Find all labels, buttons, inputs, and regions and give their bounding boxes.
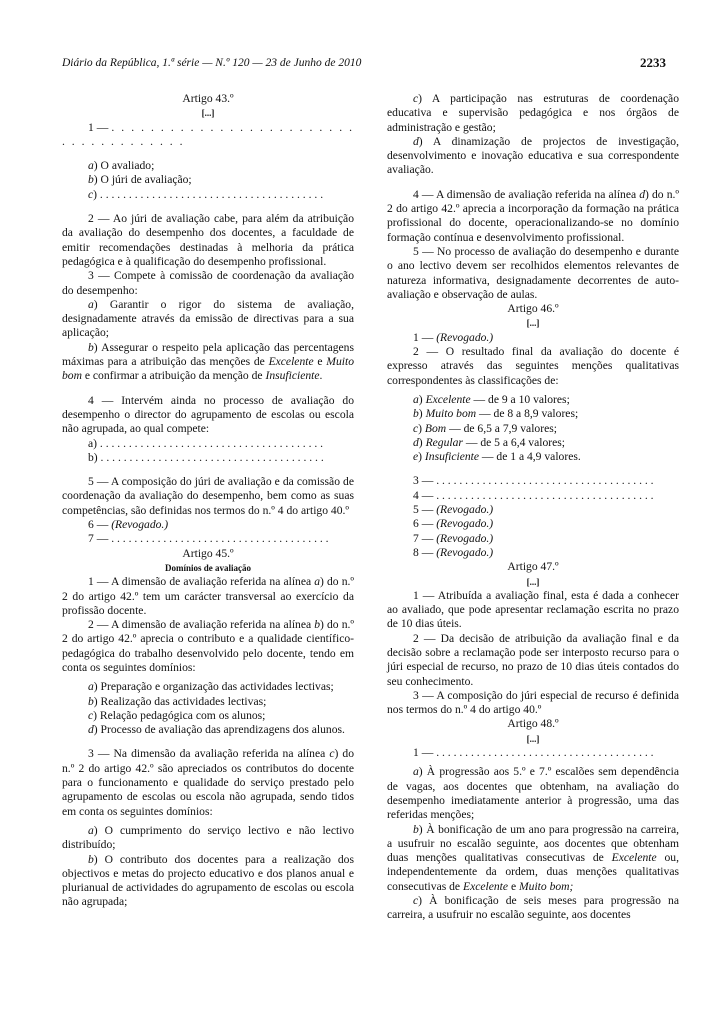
- article-46-item-8: 8 — (Revogado.): [413, 545, 494, 559]
- article-43-item-4b: b) . . . . . . . . . . . . . . . . . . . . . . . . . . . . . . . . . . . . . . .: [88, 450, 324, 464]
- article-46-item-1: 1 — (Revogado.): [413, 330, 494, 344]
- page-header: [62, 57, 666, 75]
- article-45-domain-a: a) Preparação e organização das actividades lectivas;: [88, 680, 334, 694]
- rating-regular: d) Regular — de 5 a 6,4 valores;: [413, 435, 565, 449]
- article-48-item-1a: a) À progressão aos 5.º e 7.º escalões sem dependência de vagas, aos docentes que obtenham, na avaliação do desempenho imediatamente anterior à progressão, uma das referidas menções;: [387, 765, 679, 822]
- article-43-item-1: 1 — . . . . . . . . . . . . . . . . . . . . . . . . . . . . . . . . . . . . . .: [62, 120, 354, 148]
- article-43-title: Artigo 43.º: [182, 92, 234, 105]
- article-47-item-3: 3 — A composição do júri especial de recurso é definida nos termos do n.º 4 do artigo 40.º: [387, 688, 679, 717]
- article-46-ellipsis: [...]: [526, 318, 540, 329]
- rating-insuficiente: e) Insuficiente — de 1 a 4,9 valores.: [413, 450, 581, 464]
- article-43-item-4a: a) . . . . . . . . . . . . . . . . . . . . . . . . . . . . . . . . . . . . . . .: [88, 436, 324, 450]
- article-45-domain-b: b) Realização das actividades lectivas;: [88, 694, 267, 708]
- article-43-item-4: 4 — Intervém ainda no processo de avaliação do desempenho o director do agrupamento de escolas ou escola não agrupada, ao qual compete:: [62, 393, 354, 436]
- article-43-item-3a: a) Garantir o rigor do sistema de avaliação, designadamente através da emissão de directivas para a sua aplicação;: [62, 297, 354, 340]
- article-48-item-1: 1 — . . . . . . . . . . . . . . . . . . . . . . . . . . . . . . . . . . . . . .: [413, 746, 654, 760]
- article-46-item-6: 6 — (Revogado.): [413, 517, 494, 531]
- article-45-item-3d: d) A dinamização de projectos de investigação, desenvolvimento e inovação educativa e sua correspondente avaliação.: [387, 134, 679, 177]
- article-45-item-3a: a) O cumprimento do serviço lectivo e não lectivo distribuído;: [62, 823, 354, 852]
- article-46-item-2: 2 — O resultado final da avaliação do docente é expresso através das seguintes menções qualitativas correspondentes às classificações de:: [387, 345, 679, 387]
- article-43-item-1b: b) O júri de avaliação;: [88, 173, 192, 187]
- article-43-item-6: 6 — (Revogado.): [88, 518, 169, 532]
- article-48-item-1b: b) À bonificação de um ano para progressão na carreira, a usufruir no escalão seguinte, aos docentes que obtenham duas menções qualitativas consecutivas de Excelente ou, independentemente da ordem, duas menções qualitativas consecutivas de Excelente e Muito bom;: [387, 822, 679, 893]
- article-47-item-2: 2 — Da decisão de atribuição da avaliação final e da decisão sobre a reclamação pode ser interposto recurso para o júri especial de recurso, no prazo de 10 dias úteis contados do seu conhecimento.: [387, 631, 679, 688]
- rating-excelente: a) Excelente — de 9 a 10 valores;: [413, 392, 570, 406]
- left-column: [62, 92, 354, 910]
- article-45-title: Artigo 45.º: [182, 546, 234, 560]
- article-45-item-1: 1 — A dimensão de avaliação referida na alínea a) do n.º 2 do artigo 42.º tem um carácter transversal ao exercício da profissão docente.: [62, 575, 354, 617]
- article-47-item-1: 1 — Atribuída a avaliação final, esta é dada a conhecer ao avaliado, que pode apresentar reclamação escrita no prazo de 10 dias úteis.: [387, 588, 679, 631]
- right-column: [387, 92, 679, 923]
- article-46-item-4: 4 — . . . . . . . . . . . . . . . . . . . . . . . . . . . . . . . . . . . . . .: [413, 488, 654, 502]
- article-46-title: Artigo 46.º: [507, 302, 559, 316]
- article-48-item-1c: c) À bonificação de seis meses para progressão na carreira, a usufruir no escalão seguinte, aos docentes: [387, 894, 679, 922]
- article-43-item-7: 7 — . . . . . . . . . . . . . . . . . . . . . . . . . . . . . . . . . . . . . .: [88, 532, 329, 546]
- article-45-item-3c: c) A participação nas estruturas de coordenação educativa e supervisão pedagógica e nos órgãos de administração e gestão;: [387, 92, 679, 134]
- article-45-domain-c: c) Relação pedagógica com os alunos;: [88, 708, 266, 722]
- article-45-item-3b: b) O contributo dos docentes para a realização dos objectivos e metas do projecto educativo e dos planos anual e plurianual de actividades do agrupamento de escolas ou escola não agrupada;: [62, 852, 354, 909]
- journal-reference: Diário da República, 1.ª série — N.º 120 — 23 de Junho de 2010: [62, 57, 362, 69]
- article-43-ellipsis: [...]: [201, 108, 215, 119]
- article-45-domain-d: d) Processo de avaliação das aprendizagens dos alunos.: [88, 723, 345, 737]
- article-43-item-2: 2 — Ao júri de avaliação cabe, para além da atribuição da avaliação do desempenho dos docentes, a faculdade de emitir recomendações destinadas à melhoria da prática pedagógica e à qualificação do desempenho profissional.: [62, 212, 354, 268]
- article-46-item-5: 5 — (Revogado.): [413, 503, 494, 517]
- article-47-ellipsis: [...]: [526, 576, 540, 587]
- article-45-item-4: 4 — A dimensão de avaliação referida na alínea d) do n.º 2 do artigo 42.º aprecia a incorporação da formação na prática profissional do docente, operacionalizando-se no domínio formação contínua e desenvolvimento profissional.: [387, 187, 679, 244]
- article-43-item-3b: b) Assegurar o respeito pela aplicação das percentagens máximas para a atribuição das menções de Excelente e Muito bom e confirmar a atribuição da menção de Insuficiente.: [62, 340, 354, 383]
- article-47-title: Artigo 47.º: [507, 560, 559, 574]
- article-45-subtitle: Domínios de avaliação: [164, 562, 251, 573]
- article-48-title: Artigo 48.º: [507, 717, 559, 731]
- article-45-item-5: 5 — No processo de avaliação do desempenho e durante o ano lectivo devem ser recolhidos elementos relevantes de natureza informativa, designadamente decorrentes de auto-avaliação e observação de aulas.: [387, 244, 679, 301]
- article-43-item-5: 5 — A composição do júri de avaliação e da comissão de coordenação da avaliação do desempenho, bem como as suas competências, são definidas nos termos do n.º 4 do artigo 40.º: [62, 475, 354, 517]
- rating-bom: c) Bom — de 6,5 a 7,9 valores;: [413, 421, 557, 435]
- page-number: 2233: [640, 55, 666, 70]
- article-43-item-1c: c) . . . . . . . . . . . . . . . . . . . . . . . . . . . . . . . . . . . . . . .: [88, 187, 324, 201]
- article-45-item-2: 2 — A dimensão de avaliação referida na alínea b) do n.º 2 do artigo 42.º aprecia o contributo e a qualidade científico-pedagógica do trabalho desenvolvido pelo docente, tendo em conta os seguintes domínios:: [62, 618, 354, 674]
- article-43-item-1a: a) O avaliado;: [88, 159, 155, 173]
- article-48-ellipsis: [...]: [526, 733, 540, 744]
- article-45-item-3: 3 — Na dimensão da avaliação referida na alínea c) do n.º 2 do artigo 42.º são apreciados os contributos do docente para o funcionamento e qualidade do serviço prestado pelo agrupamento de escolas ou escola não agrupada, sendo tidos em conta os seguintes domínios:: [62, 747, 354, 818]
- article-46-item-7: 7 — (Revogado.): [413, 531, 494, 545]
- article-46-item-3: 3 — . . . . . . . . . . . . . . . . . . . . . . . . . . . . . . . . . . . . . .: [413, 474, 654, 488]
- rating-muito-bom: b) Muito bom — de 8 a 8,9 valores;: [413, 407, 579, 421]
- article-43-item-3: 3 — Compete à comissão de coordenação da avaliação do desempenho:: [62, 269, 354, 297]
